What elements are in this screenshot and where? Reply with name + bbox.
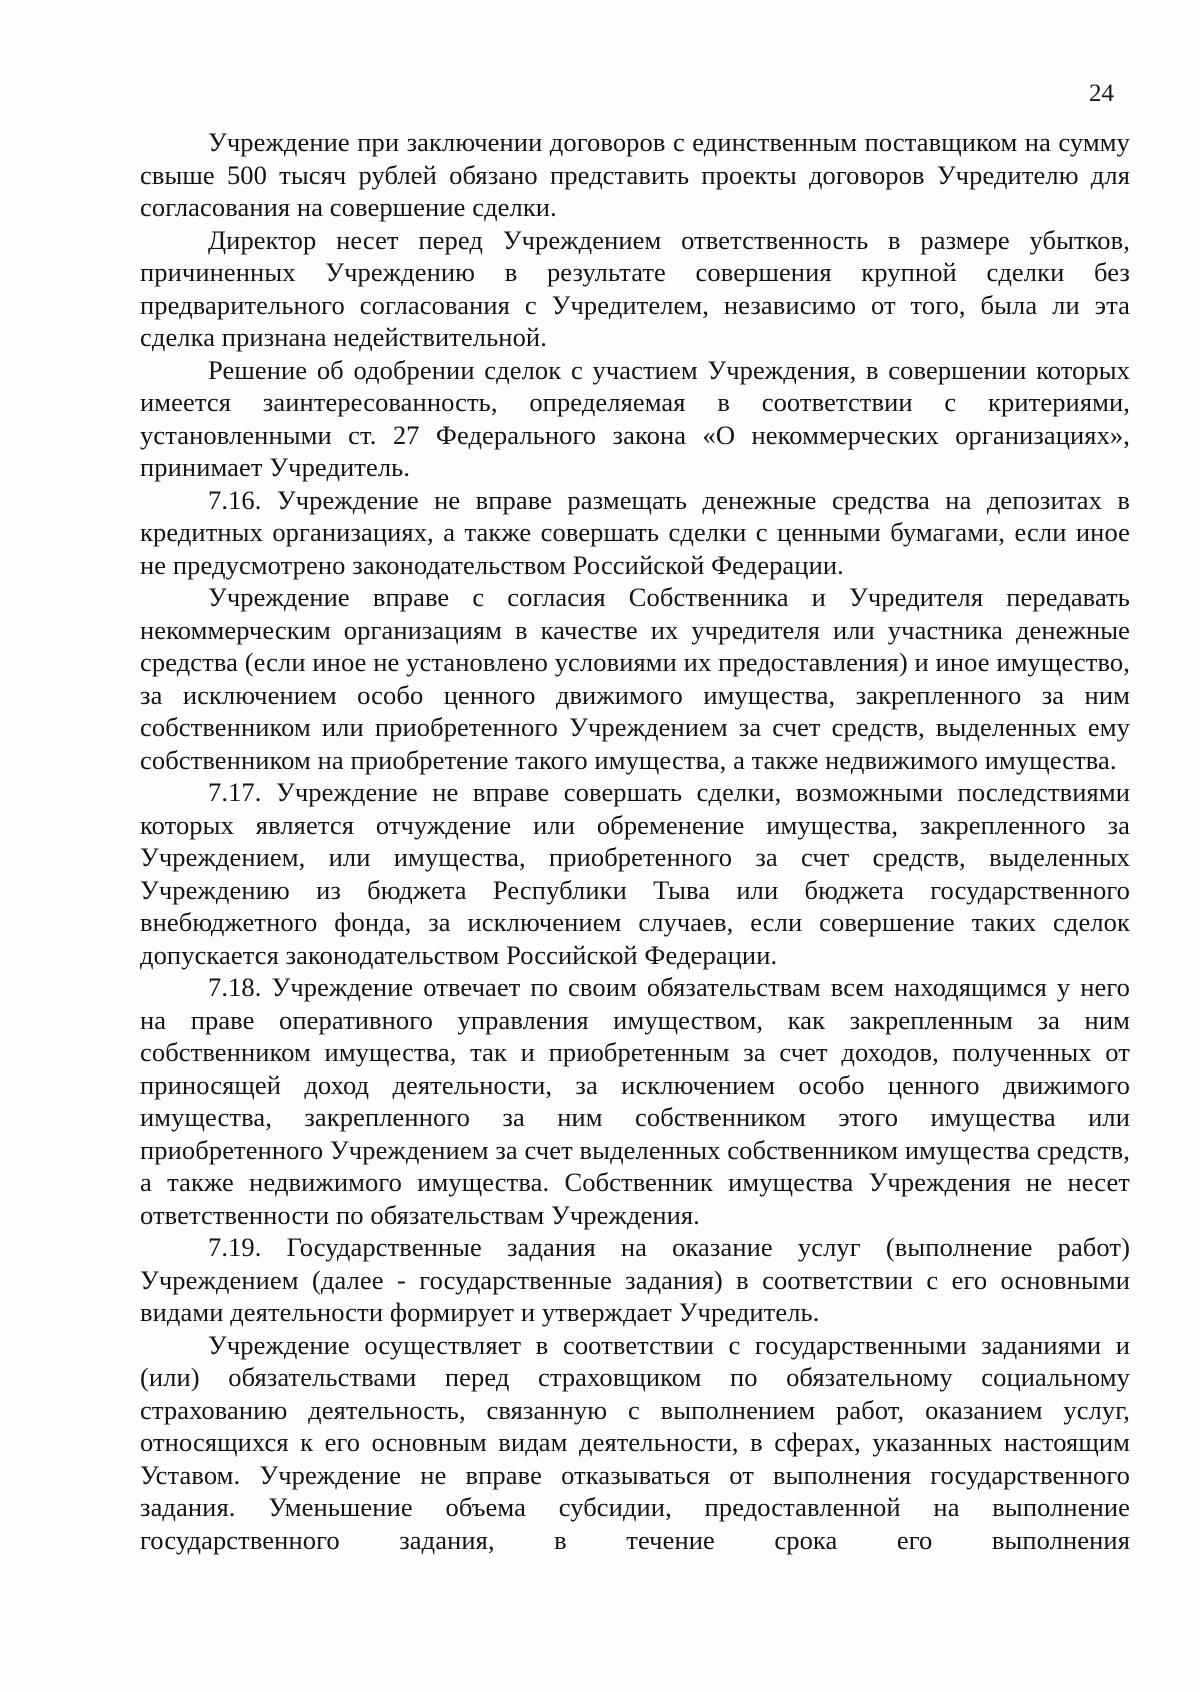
paragraph-7-17: 7.17. Учреждение не вправе совершать сделки, возможными последствиями которых является отчуждение или обременение имущества, закрепленного за Учреждением, или имущества, приобретенного за счет средств, выделенных Учреждению из бюджета Республики Тыва или бюджета государственного внебюджетного фонда, за исключением случаев, если совершение таких сделок допускается законодательством Российской Федерации.	[140, 777, 1130, 970]
paragraph-7-18: 7.18. Учреждение отвечает по своим обязательствам всем находящимся у него на праве оперативного управления имуществом, как закрепленным за ним собственником имущества, так и приобретенным за счет доходов, полученных от приносящей доход деятельности, за исключением особо ценного движимого имущества, закрепленного за ним собственником этого имущества или приобретенного Учреждением за счет выделенных собственником имущества средств, а также недвижимого имущества. Собственник имущества Учреждения не несет ответственности по обязательствам Учреждения.	[140, 972, 1130, 1230]
paragraph-7-19: 7.19. Государственные задания на оказание услуг (выполнение работ) Учреждением (далее - государственные задания) в соответствии с его основными видами деятельности формирует и утверждает Учредитель.	[140, 1232, 1130, 1327]
paragraph: Учреждение осуществляет в соответствии с государственными заданиями и (или) обязательствами перед страховщиком по обязательному социальному страхованию деятельность, связанную с выполнением работ, оказанием услуг, относящихся к его основным видам деятельности, в сферах, указанных настоящим Уставом. Учреждение не вправе отказываться от выполнения государственного задания. Уменьшение объема субсидии, предоставленной на выполнение государственного задания, в течение срока его выполнения	[140, 1329, 1130, 1555]
page-number: 24	[1089, 80, 1114, 107]
paragraph-7-16: 7.16. Учреждение не вправе размещать денежные средства на депозитах в кредитных организациях, а также совершать сделки с ценными бумагами, если иное не предусмотрено законодательством Российской Федерации.	[140, 484, 1130, 580]
paragraph: Учреждение вправе с согласия Собственника и Учредителя передавать некоммерческим организациям в качестве их учредителя или участника денежные средства (если иное не установлено условиями их предоставления) и иное имущество, за исключением особо ценного движимого имущества, закрепленного за ним собственником или приобретенного Учреждением за счет средств, выделенных ему собственником на приобретение такого имущества, а также недвижимого имущества.	[140, 582, 1130, 775]
document-text	[140, 126, 1130, 1556]
paragraph: Учреждение при заключении договоров с единственным поставщиком на сумму свыше 500 тысяч рублей обязано представить проекты договоров Учредителю для согласования на совершение сделки.	[140, 127, 1130, 222]
paragraph: Решение об одобрении сделок с участием Учреждения, в совершении которых имеется заинтересованность, определяемая в соответствии с критериями, установленными ст. 27 Федерального закона «О некоммерческих организациях», принимает Учредитель.	[140, 354, 1130, 482]
paragraph: Директор несет перед Учреждением ответственность в размере убытков, причиненных Учреждению в результате совершения крупной сделки без предварительного согласования с Учредителем, независимо от того, была ли эта сделка признана недействительной.	[140, 224, 1130, 352]
